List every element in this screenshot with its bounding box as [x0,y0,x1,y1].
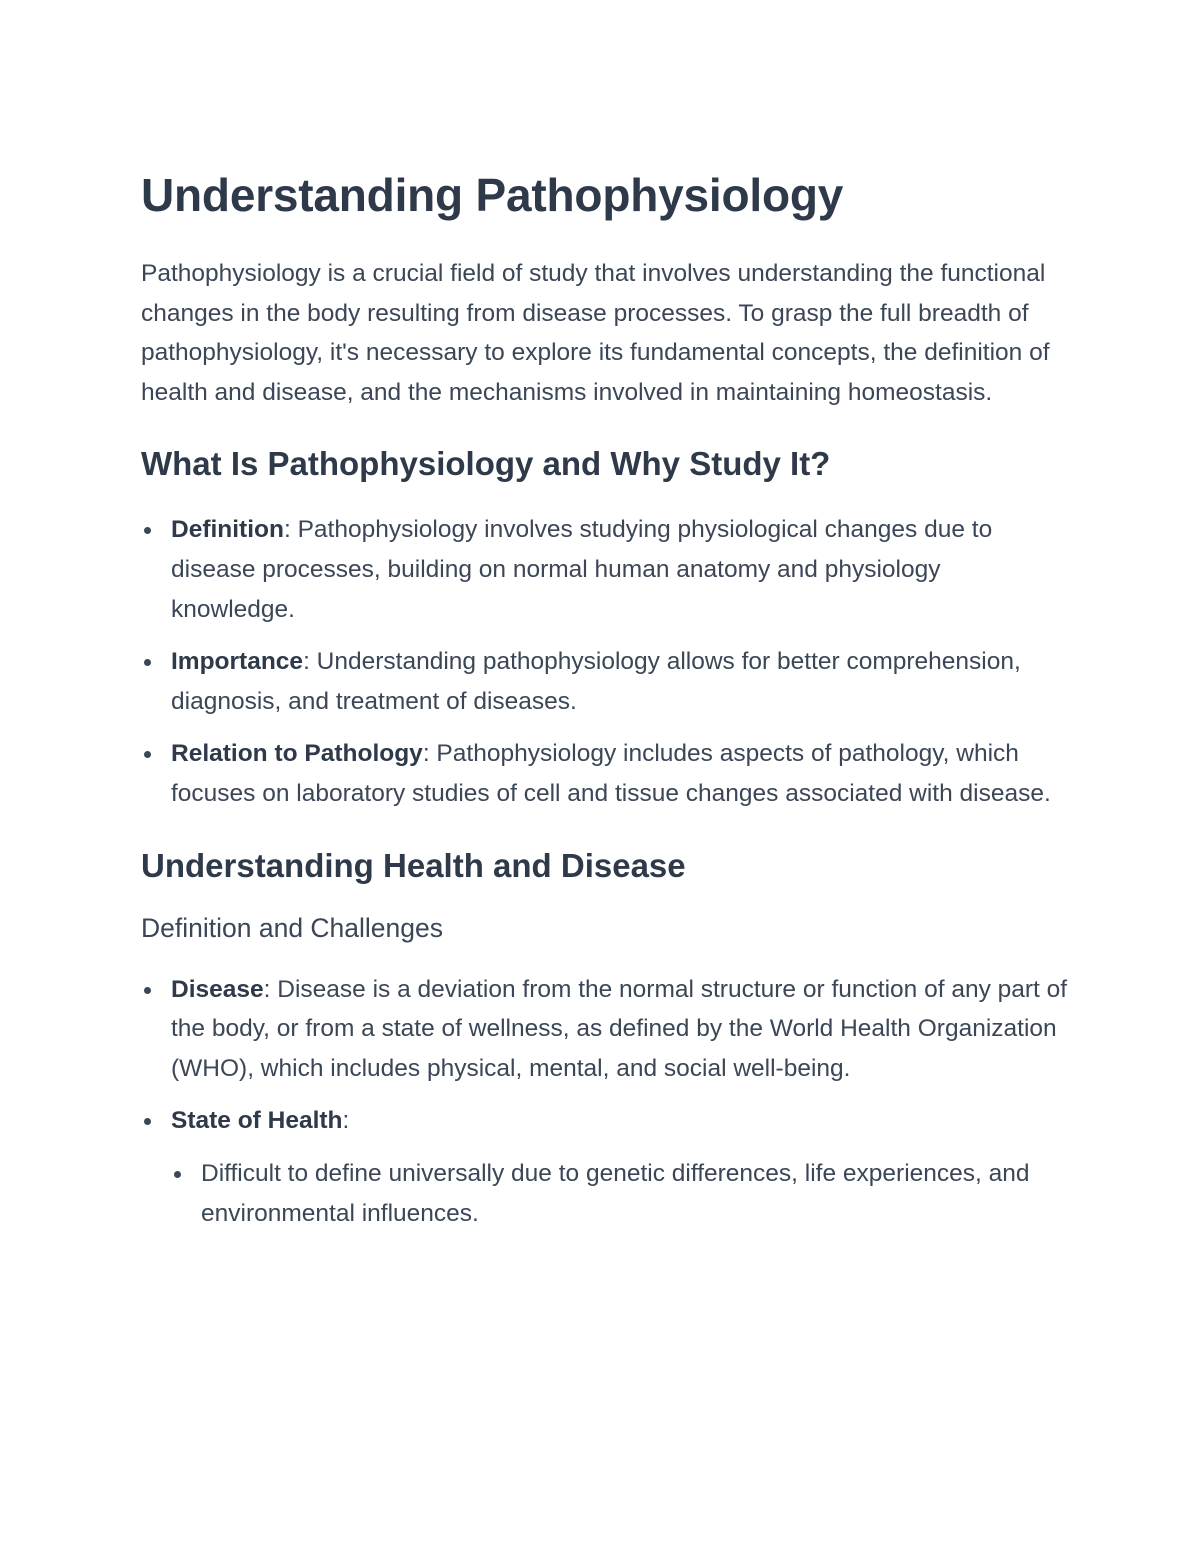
state-of-health-sublist [171,1154,1071,1233]
health-disease-list [141,970,1071,1234]
list-item-definition [141,510,1071,629]
item-text: : Understanding pathophysiology allows for better comprehension, diagnosis, and treatment of diseases. [171,648,1021,715]
term-label: Definition [171,516,284,544]
list-item-relation-to-pathology [141,734,1071,813]
term-label: Importance [171,648,304,676]
item-text: : Disease is a deviation from the normal structure or function of any part of the body, or from a state of wellness, as defined by the World Health Organization (WHO), which includes physical, mental, and social well-being. [171,975,1068,1082]
document-page [141,164,1071,1246]
term-label: Disease [171,975,264,1003]
item-text: : Pathophysiology involves studying physiological changes due to disease processes, building on normal human anatomy and physiology knowledge. [171,516,993,623]
term-label: Relation to Pathology [171,740,423,768]
term-label: State of Health [171,1107,343,1135]
page-title: Understanding Pathophysiology [141,169,844,221]
section-heading-health-disease: Understanding Health and Disease [141,846,686,884]
section-heading-what-is: What Is Pathophysiology and Why Study It? [141,445,831,483]
what-is-list [141,510,1071,813]
item-text: : Pathophysiology includes aspects of pathology, which focuses on laboratory studies of cell and tissue changes associated with disease. [171,740,1051,807]
sub-list-item: Difficult to define universally due to genetic differences, life experiences, and environmental influences. [171,1154,1071,1233]
subsection-heading-definition-challenges: Definition and Challenges [141,912,444,943]
list-item-importance [141,642,1071,721]
list-item-state-of-health [141,1101,1071,1233]
list-item-disease [141,970,1071,1089]
item-text: : [342,1107,350,1135]
intro-paragraph: Pathophysiology is a crucial field of study that involves understanding the functional changes in the body resulting from disease processes. To grasp the full breadth of pathophysiology, it's necessary to explore its fundamental concepts, the definition of health and disease, and the mechanisms involved in maintaining homeostasis. [141,260,1050,406]
